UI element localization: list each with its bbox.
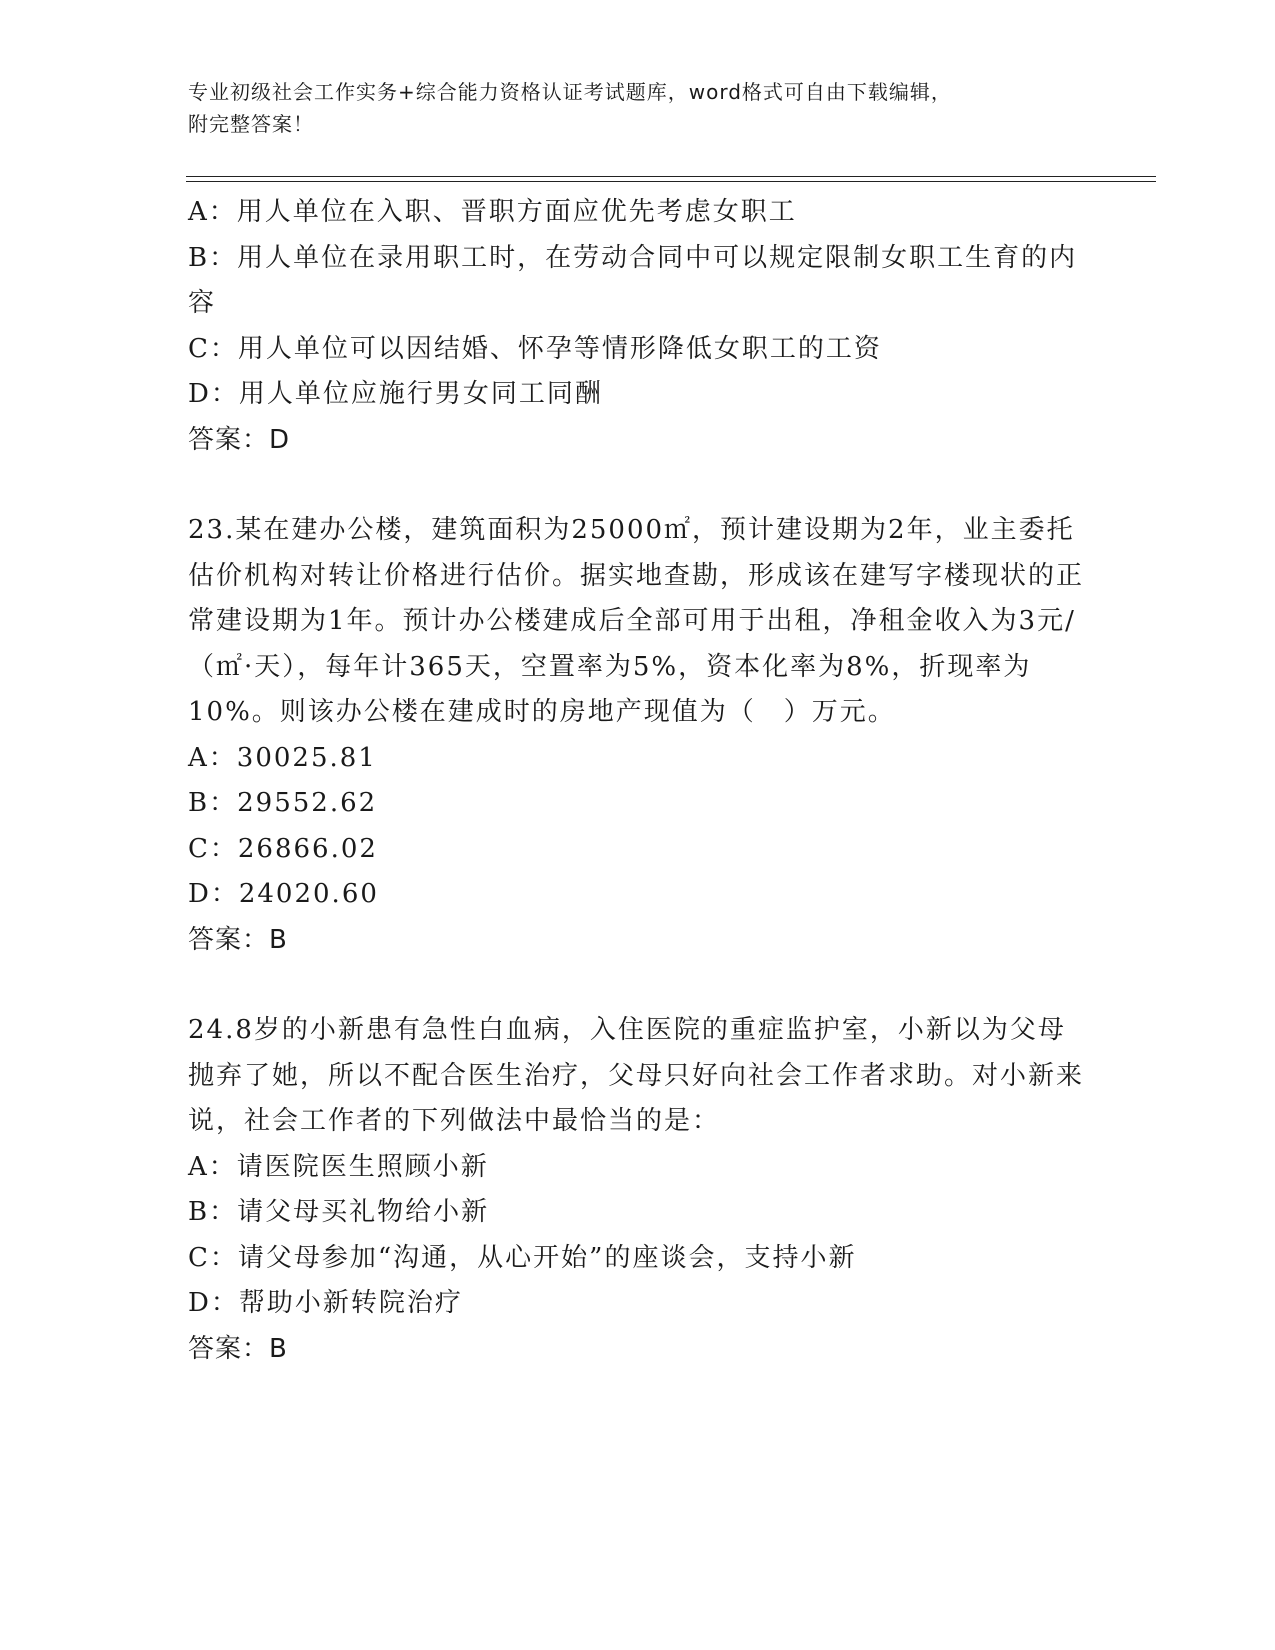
spacer [188,463,1088,508]
option-b: B：用人单位在录用职工时，在劳动合同中可以规定限制女职工生育的内容 [188,242,1078,318]
option-d: D：24020.60 [188,879,379,909]
question-block-24 [188,1008,1088,1372]
question-block-22 [188,190,1088,463]
option-a: A：用人单位在入职、晋职方面应优先考虑女职工 [188,197,797,227]
option-b: B：29552.62 [188,788,378,818]
option-c: C：26866.02 [188,833,378,864]
option-b: B：请父母买礼物给小新 [188,1197,490,1227]
option-c: C：用人单位可以因结婚、怀孕等情形降低女职工的工资 [188,333,882,364]
option-d: D：用人单位应施行男女同工同酬 [188,379,603,409]
header-line-2: 附完整答案！ [188,112,314,136]
option-a: A：30025.81 [188,742,377,773]
answer-line: 答案：D [188,424,291,455]
question-text: 24.8岁的小新患有急性白血病，入住医院的重症监护室，小新以为父母抛弃了她，所以不配合医生治疗，父母只好向社会工作者求助。对小新来说，社会工作者的下列做法中最恰当的是： [188,1015,1085,1136]
header-divider-top [186,176,1156,177]
answer-line: 答案：B [188,924,288,955]
document-header [188,76,1088,140]
header-divider-bottom [186,181,1156,182]
header-line-1: 专业初级社会工作实务+综合能力资格认证考试题库，word格式可自由下载编辑， [188,80,952,104]
option-c: C：请父母参加“沟通，从心开始”的座谈会，支持小新 [188,1242,857,1273]
document-body [188,190,1088,1372]
answer-line: 答案：B [188,1333,288,1364]
question-block-23 [188,508,1088,963]
option-a: A：请医院医生照顾小新 [188,1151,489,1182]
question-text: 23.某在建办公楼，建筑面积为25000㎡，预计建设期为2年，业主委托估价机构对转让价格进行估价。据实地查勘，形成该在建写字楼现状的正常建设期为1年。预计办公楼建成后全部可用于出租，净租金收入为3元/（㎡·天），每年计365天，空置率为5%，资本化率为8%，折现率为10%。则该办公楼在建成时的房地产现值为（ ）万元。 [188,515,1085,727]
option-d: D：帮助小新转院治疗 [188,1288,463,1318]
spacer [188,963,1088,1008]
